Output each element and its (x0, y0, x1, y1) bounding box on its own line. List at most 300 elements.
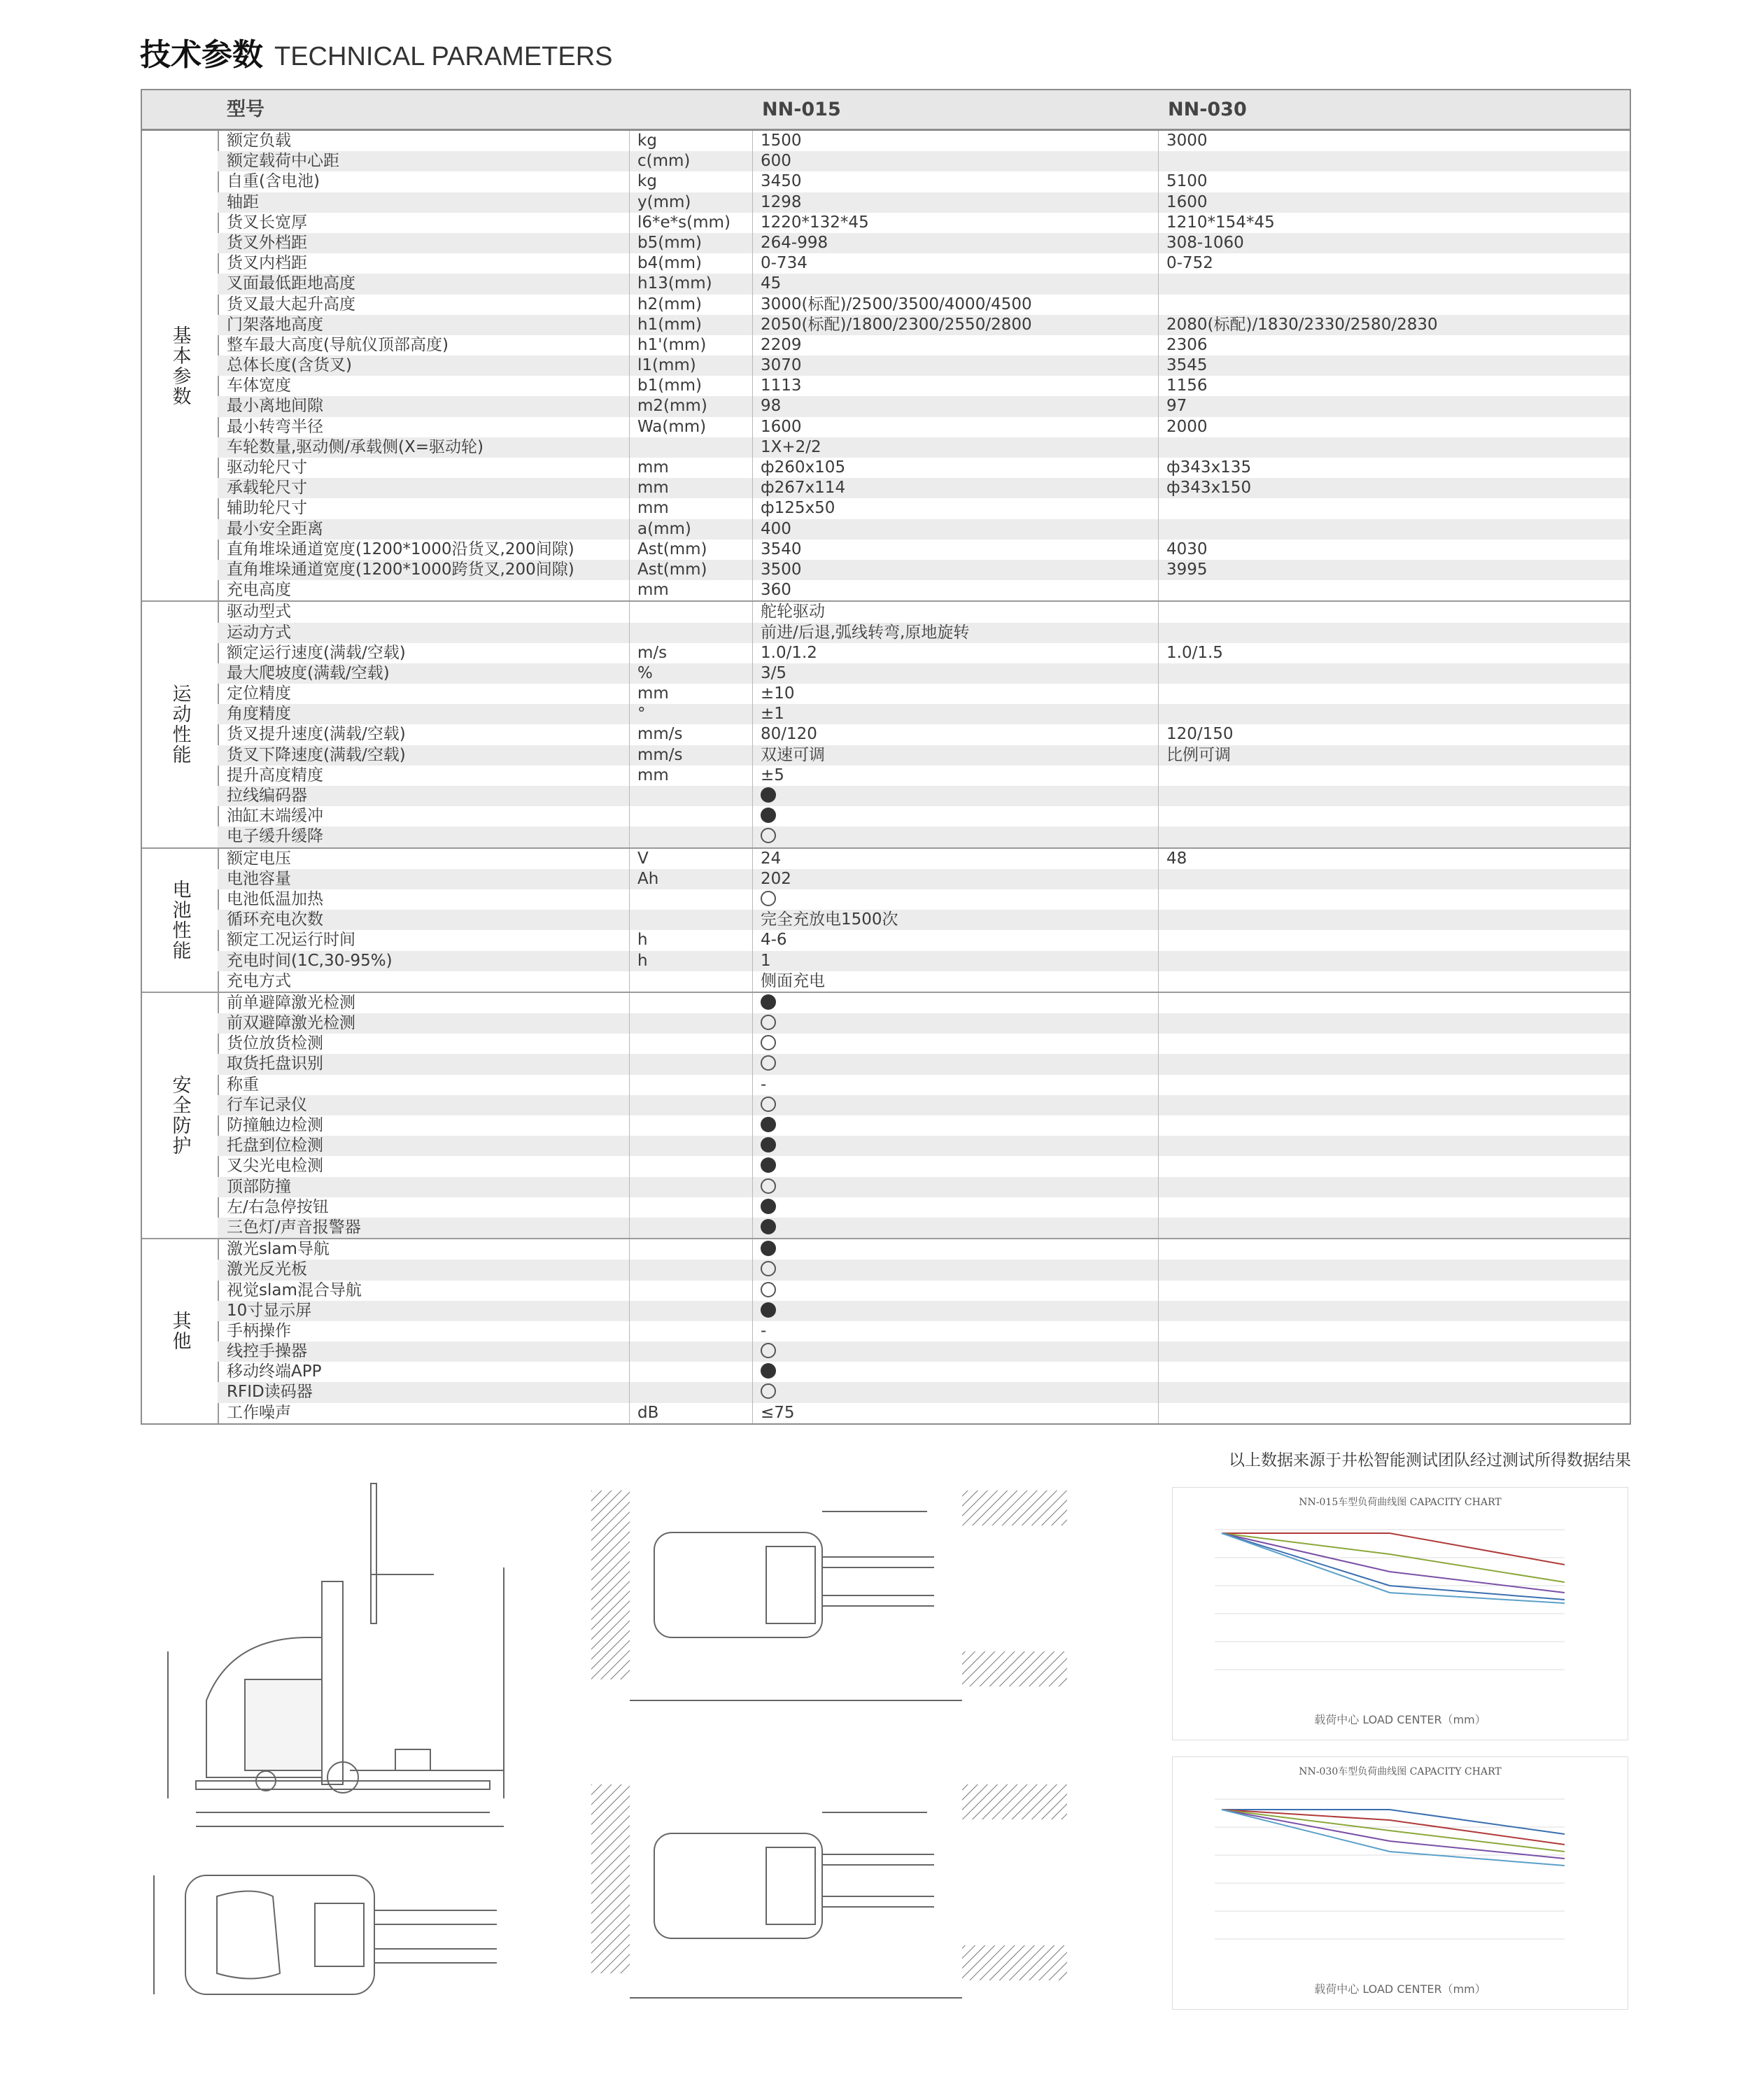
table-row (218, 849, 1630, 869)
param-cell: 防撞触边检测 (227, 1116, 323, 1134)
column-divider (752, 1197, 753, 1218)
column-divider (1158, 704, 1159, 724)
table-row (218, 602, 1630, 622)
unit-cell: Wa(mm) (637, 417, 707, 436)
unit-cell: kg (637, 132, 657, 150)
nn030-cell (1166, 1115, 1558, 1136)
column-divider (752, 1136, 753, 1156)
nn015-cell: 1113 (761, 376, 802, 395)
column-divider (752, 684, 753, 704)
nn015-cell (761, 993, 1152, 1013)
column-divider (629, 1362, 630, 1382)
column-divider (629, 1281, 630, 1301)
nn015-cell: 舵轮驱动 (761, 602, 825, 621)
table-row (218, 1301, 1630, 1321)
column-divider (752, 1095, 753, 1115)
column-divider (629, 540, 630, 560)
nn030-cell (1166, 1136, 1558, 1156)
nn015-cell: 360 (761, 581, 791, 600)
chart-xlabel: 载荷中心 LOAD CENTER（mm） (1314, 1982, 1486, 1996)
standard-dot-icon (761, 1241, 776, 1256)
table-row (218, 396, 1630, 416)
param-cell: 最大爬坡度(满载/空载) (227, 663, 390, 682)
category-label: 其他 (169, 1311, 191, 1352)
optional-circle-icon (761, 1178, 776, 1194)
nn015-cell (761, 1054, 1152, 1074)
unit-cell (637, 889, 749, 910)
param-cell: 货叉内档距 (227, 254, 307, 273)
table-row (218, 1075, 1630, 1095)
unit-cell: b4(mm) (637, 254, 702, 273)
standard-dot-icon (761, 1117, 776, 1132)
table-row (218, 213, 1630, 233)
optional-circle-icon (761, 1015, 776, 1030)
unit-cell (637, 910, 749, 930)
nn015-cell: ф260x105 (761, 458, 846, 477)
param-cell: 货位放货检测 (227, 1034, 323, 1053)
column-divider (752, 519, 753, 540)
column-divider (629, 1403, 630, 1423)
column-divider (1158, 315, 1159, 335)
column-divider (629, 745, 630, 766)
nn015-cell: ф267x114 (761, 479, 846, 498)
unit-cell (637, 826, 749, 847)
column-divider (629, 602, 630, 622)
nn015-cell: 1 (761, 951, 771, 970)
column-divider (629, 1321, 630, 1341)
unit-cell: mm (637, 479, 669, 498)
nn015-cell: 1298 (761, 192, 802, 211)
nn030-cell: 3545 (1166, 356, 1208, 375)
column-divider (1158, 930, 1159, 950)
nn015-cell: 3500 (761, 560, 802, 579)
aisle-drawing-bottom (591, 1784, 1067, 2015)
unit-cell (637, 1075, 749, 1095)
column-divider (629, 1260, 630, 1280)
param-cell: 总体长度(含货叉) (227, 356, 352, 375)
column-divider (752, 437, 753, 458)
table-row (218, 1260, 1630, 1280)
unit-cell (637, 1362, 749, 1382)
nn030-cell (1166, 1095, 1558, 1115)
category-label: 运动性能 (169, 684, 191, 766)
unit-cell: m/s (637, 643, 668, 662)
column-divider (1158, 1115, 1159, 1136)
column-divider (629, 1034, 630, 1054)
unit-cell (637, 1156, 749, 1176)
table-row (218, 253, 1630, 274)
param-cell: 电子缓升缓降 (227, 827, 323, 846)
nn030-cell: 97 (1166, 397, 1187, 416)
param-cell: 车轮数量,驱动侧/承载侧(X=驱动轮) (227, 437, 484, 456)
column-divider (752, 1362, 753, 1382)
nn030-cell (1166, 1013, 1558, 1034)
param-cell: 直角堆垛通道宽度(1200*1000沿货叉,200间隙) (227, 540, 574, 558)
column-divider (629, 930, 630, 950)
table-row (218, 1054, 1630, 1074)
column-divider (1158, 643, 1159, 663)
nn015-cell: 1500 (761, 132, 802, 150)
column-divider (752, 602, 753, 622)
unit-cell (637, 602, 749, 622)
column-divider (1158, 1382, 1159, 1402)
nn030-cell (1166, 910, 1558, 930)
param-cell: 循环充电次数 (227, 910, 323, 929)
param-cell: 货叉最大起升高度 (227, 295, 355, 313)
nn030-cell (1166, 437, 1558, 458)
nn030-cell: 1210*154*45 (1166, 213, 1275, 232)
column-divider (629, 643, 630, 663)
chart-plot (1173, 1488, 1628, 1740)
table-row (218, 192, 1630, 213)
chart-title: NN-030车型负荷曲线图 CAPACITY CHART (1299, 1766, 1502, 1777)
param-cell: 自重(含电池) (227, 172, 320, 191)
table-section (142, 600, 1630, 847)
nn030-cell (1166, 1382, 1558, 1402)
nn015-cell (761, 1260, 1152, 1280)
column-divider (629, 274, 630, 294)
column-divider (752, 274, 753, 294)
column-divider (629, 498, 630, 519)
column-divider (629, 971, 630, 992)
column-divider (752, 131, 753, 151)
unit-cell (637, 1136, 749, 1156)
column-divider (752, 1281, 753, 1301)
unit-cell: l1(mm) (637, 356, 696, 375)
nn030-cell (1166, 1054, 1558, 1074)
param-cell: 驱动轮尺寸 (227, 458, 307, 477)
unit-cell: Ast(mm) (637, 560, 707, 579)
table-row (218, 1218, 1630, 1238)
column-divider (752, 171, 753, 192)
param-cell: 电池容量 (227, 869, 291, 888)
column-divider (629, 623, 630, 643)
param-cell: 货叉外档距 (227, 233, 307, 252)
nn030-cell (1166, 1362, 1558, 1382)
nn015-cell: 3450 (761, 172, 802, 191)
column-divider (629, 1156, 630, 1176)
param-cell: 整车最大高度(导航仪顶部高度) (227, 335, 449, 354)
column-divider (1158, 1260, 1159, 1280)
standard-dot-icon (761, 1137, 776, 1153)
nn030-cell (1166, 623, 1558, 643)
column-divider (752, 623, 753, 643)
column-divider (629, 396, 630, 416)
unit-cell (637, 1013, 749, 1034)
nn030-cell (1166, 971, 1558, 992)
column-divider (1158, 335, 1159, 355)
param-cell: 叉面最低距地高度 (227, 274, 355, 293)
column-divider (629, 355, 630, 376)
param-cell: 叉尖光电检测 (227, 1157, 323, 1176)
table-row (218, 704, 1630, 724)
nn030-cell (1166, 806, 1558, 826)
column-divider (629, 951, 630, 971)
nn015-cell (761, 1218, 1152, 1238)
column-divider (1158, 295, 1159, 315)
column-divider (752, 355, 753, 376)
unit-cell (637, 1115, 749, 1136)
column-divider (629, 580, 630, 600)
nn030-cell (1166, 1197, 1558, 1218)
unit-cell (637, 1239, 749, 1260)
table-row (218, 930, 1630, 950)
nn030-cell (1166, 1403, 1558, 1423)
nn015-cell: 完全充放电1500次 (761, 910, 898, 929)
unit-cell: mm/s (637, 725, 683, 744)
table-section (142, 131, 1630, 600)
nn030-cell: 1156 (1166, 376, 1208, 395)
param-cell: 线控手操器 (227, 1342, 307, 1361)
table-row (218, 1136, 1630, 1156)
column-divider (1158, 663, 1159, 684)
column-divider (752, 826, 753, 847)
unit-cell (637, 1301, 749, 1321)
column-divider (1158, 951, 1159, 971)
column-divider (752, 233, 753, 253)
param-cell: 额定运行速度(满载/空载) (227, 643, 406, 662)
unit-cell (637, 437, 749, 458)
param-cell: 手柄操作 (227, 1321, 291, 1340)
unit-cell: ° (637, 705, 646, 724)
column-divider (752, 1239, 753, 1260)
nn030-cell (1166, 1260, 1558, 1280)
aisle-drawing-top (591, 1491, 1067, 1714)
column-divider (1158, 1321, 1159, 1341)
column-divider (629, 376, 630, 396)
unit-cell: kg (637, 172, 657, 191)
nn015-cell (761, 1034, 1152, 1054)
unit-cell: b1(mm) (637, 376, 702, 395)
column-divider (752, 1156, 753, 1176)
nn030-cell: 48 (1166, 849, 1187, 868)
column-divider (629, 1239, 630, 1260)
column-divider (1158, 580, 1159, 600)
unit-cell: V (637, 849, 649, 868)
param-cell: 货叉提升速度(满载/空载) (227, 725, 406, 744)
nn015-cell: 98 (761, 397, 782, 416)
column-divider (629, 1197, 630, 1218)
table-header (142, 90, 1630, 131)
nn015-cell (761, 1301, 1152, 1321)
param-cell: 前双避障激光检测 (227, 1014, 355, 1033)
title-en: TECHNICAL PARAMETERS (274, 42, 613, 71)
section-category (142, 131, 219, 600)
unit-cell: mm (637, 458, 669, 477)
nn030-cell: 5100 (1166, 172, 1208, 191)
table-row (218, 1403, 1630, 1423)
column-divider (1158, 1075, 1159, 1095)
column-divider (1158, 910, 1159, 930)
nn015-cell: 4-6 (761, 931, 787, 950)
table-row (218, 993, 1630, 1013)
column-divider (1158, 602, 1159, 622)
table-row (218, 1281, 1630, 1301)
nn015-cell: 1600 (761, 417, 802, 436)
unit-cell: b5(mm) (637, 233, 702, 252)
column-divider (629, 1341, 630, 1362)
column-divider (752, 745, 753, 766)
nn030-cell: 1.0/1.5 (1166, 643, 1223, 662)
table-row (218, 910, 1630, 930)
table-row (218, 171, 1630, 192)
table-row (218, 786, 1630, 806)
column-divider (752, 1382, 753, 1402)
header-nn015: NN-015 (762, 99, 841, 120)
column-divider (629, 1136, 630, 1156)
column-divider (629, 1115, 630, 1136)
column-divider (629, 335, 630, 355)
nn015-cell: 80/120 (761, 725, 817, 744)
unit-cell: y(mm) (637, 192, 691, 211)
nn030-cell: 308-1060 (1166, 233, 1244, 252)
nn030-cell (1166, 663, 1558, 684)
column-divider (1158, 192, 1159, 213)
column-divider (1158, 1341, 1159, 1362)
param-cell: 额定电压 (227, 849, 291, 868)
nn030-cell (1166, 498, 1558, 519)
standard-dot-icon (761, 1219, 776, 1234)
column-divider (1158, 233, 1159, 253)
column-divider (1158, 274, 1159, 294)
table-row (218, 684, 1630, 704)
column-divider (629, 1177, 630, 1197)
param-cell: 货叉长宽厚 (227, 213, 307, 232)
nn030-cell: 3995 (1166, 560, 1208, 579)
param-cell: 移动终端APP (227, 1362, 322, 1381)
column-divider (1158, 1403, 1159, 1423)
column-divider (1158, 993, 1159, 1013)
nn030-cell (1166, 580, 1558, 600)
table-row (218, 1321, 1630, 1341)
table-row (218, 295, 1630, 315)
nn015-cell (761, 1115, 1152, 1136)
column-divider (1158, 1095, 1159, 1115)
param-cell: 工作噪声 (227, 1403, 291, 1422)
category-label: 电池性能 (169, 879, 191, 961)
column-divider (752, 1075, 753, 1095)
column-divider (752, 1403, 753, 1423)
nn015-cell (761, 1136, 1152, 1156)
table-row (218, 1239, 1630, 1260)
nn015-cell: - (761, 1321, 767, 1340)
table-row (218, 826, 1630, 847)
param-cell: 三色灯/声音报警器 (227, 1218, 361, 1236)
column-divider (629, 684, 630, 704)
param-cell: 角度精度 (227, 705, 291, 724)
column-divider (1158, 213, 1159, 233)
column-divider (752, 786, 753, 806)
nn015-cell: 1.0/1.2 (761, 643, 817, 662)
nn015-cell: 1220*132*45 (761, 213, 869, 232)
nn015-cell (761, 806, 1152, 826)
nn015-cell: ±1 (761, 705, 784, 724)
nn030-cell: 0-752 (1166, 254, 1213, 273)
column-divider (629, 1382, 630, 1402)
unit-cell (637, 1034, 749, 1054)
column-divider (752, 1321, 753, 1341)
column-divider (1158, 1177, 1159, 1197)
param-cell: 行车记录仪 (227, 1095, 307, 1114)
param-cell: 拉线编码器 (227, 787, 307, 805)
unit-cell: % (637, 663, 653, 682)
column-divider (1158, 684, 1159, 704)
param-cell: 辅助轮尺寸 (227, 499, 307, 518)
column-divider (752, 151, 753, 171)
param-cell: 最小安全距离 (227, 519, 323, 538)
column-divider (1158, 376, 1159, 396)
optional-circle-icon (761, 828, 776, 843)
nn030-cell: ф343x135 (1166, 458, 1252, 477)
unit-cell (637, 971, 749, 992)
column-divider (629, 826, 630, 847)
table-row (218, 971, 1630, 992)
table-section (142, 1238, 1630, 1423)
column-divider (1158, 519, 1159, 540)
column-divider (752, 498, 753, 519)
column-divider (1158, 1362, 1159, 1382)
param-cell: 取货托盘识别 (227, 1055, 323, 1073)
table-row (218, 560, 1630, 580)
nn015-cell (761, 1281, 1152, 1301)
table-row (218, 355, 1630, 376)
column-divider (1158, 1239, 1159, 1260)
table-row (218, 1341, 1630, 1362)
table-row (218, 766, 1630, 786)
param-cell: RFID读码器 (227, 1383, 313, 1402)
unit-cell: h13(mm) (637, 274, 712, 293)
unit-cell (637, 1177, 749, 1197)
column-divider (752, 376, 753, 396)
category-label: 基本参数 (169, 325, 191, 407)
column-divider (1158, 826, 1159, 847)
table-row (218, 1177, 1630, 1197)
standard-dot-icon (761, 787, 776, 803)
nn030-cell (1166, 951, 1558, 971)
column-divider (1158, 1013, 1159, 1034)
column-divider (629, 1301, 630, 1321)
nn015-cell (761, 1177, 1152, 1197)
nn015-cell: 24 (761, 849, 782, 868)
column-divider (629, 663, 630, 684)
header-model: 型号 (227, 99, 264, 120)
table-row (218, 1197, 1630, 1218)
param-cell: 充电高度 (227, 581, 291, 600)
nn015-cell (761, 786, 1152, 806)
column-divider (752, 1054, 753, 1074)
unit-cell (637, 806, 749, 826)
nn030-cell (1166, 766, 1558, 786)
column-divider (1158, 151, 1159, 171)
unit-cell (637, 623, 749, 643)
nn015-cell: ±5 (761, 766, 784, 784)
column-divider (1158, 171, 1159, 192)
table-row (218, 478, 1630, 498)
nn015-cell (761, 1239, 1152, 1260)
column-divider (629, 131, 630, 151)
nn015-cell: 前进/后退,弧线转弯,原地旋转 (761, 623, 970, 642)
section-category (142, 849, 219, 992)
param-cell: 激光slam导航 (227, 1240, 330, 1259)
column-divider (752, 417, 753, 437)
nn015-cell: ≤75 (761, 1403, 795, 1422)
column-divider (1158, 417, 1159, 437)
column-divider (629, 560, 630, 580)
optional-circle-icon (761, 1282, 776, 1297)
table-row (218, 1013, 1630, 1034)
nn030-cell (1166, 151, 1558, 171)
column-divider (752, 910, 753, 930)
